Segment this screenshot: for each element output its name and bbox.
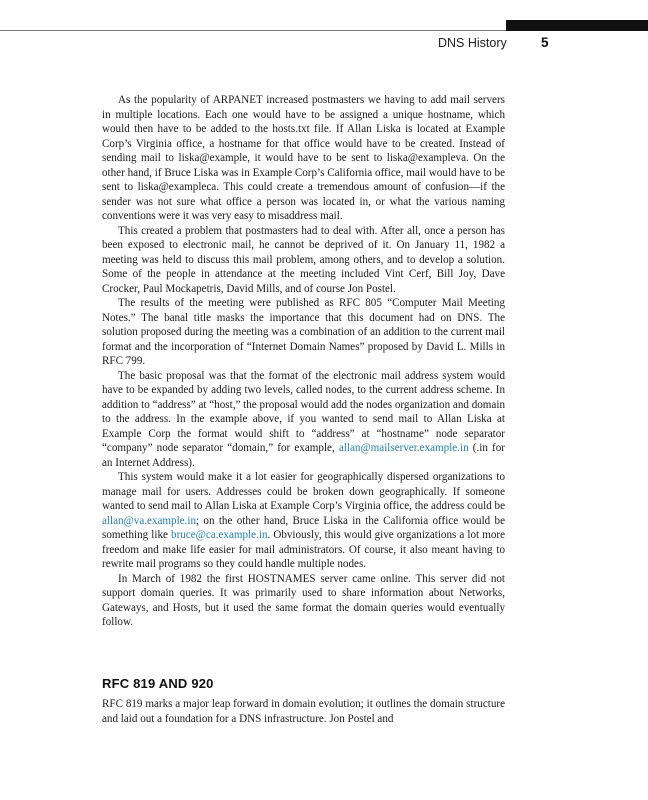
- paragraph-6: In March of 1982 the first HOSTNAMES server came online. This server did not support domain queries. It was primarily used to share information about Networks, Gateways, and Hosts, but it used the same format the domain queries would eventually follow.: [102, 572, 505, 628]
- section-heading: RFC 819 AND 920: [102, 676, 214, 691]
- email-link-mailserver[interactable]: allan@mailserver.example.in: [338, 442, 469, 454]
- paragraph-4: [102, 369, 505, 471]
- paragraph-4-text-a: The basic proposal was that the format of the electronic mail address system would have to be expanded by adding two levels, called nodes, to the current address scheme. In addition to “address” at “host,” the proposal would add the nodes organization and domain to the address. In the example above, if you wanted to send mail to Allan Liska at Example Corp the format would shift to “address” at “hostname” node separator “company” node separator “domain,” for example,: [102, 369, 505, 454]
- paragraph-4-text-b: (.in for an Internet Address).: [102, 442, 505, 469]
- paragraph-5-text-b: ; on the other hand, Bruce Liska in the California office would be something like: [102, 514, 505, 541]
- paragraph-3: The results of the meeting were published as RFC 805 “Computer Mail Meeting Notes.” The banal title masks the importance that this document had on DNS. The solution proposed during the meeting was a combination of an addition to the current mail format and the incorporation of “Internet Domain Names” proposed by David L. Mills in RFC 799.: [102, 297, 505, 367]
- paragraph-1: As the popularity of ARPANET increased postmasters we having to add mail servers in multiple locations. Each one would have to be assigned a unique hostname, which would then have to be added to the hosts.txt file. If Allan Liska is located at Example Corp’s Virginia office, a hostname for that office would have to be created. Instead of sending mail to liska@example, it would have to be sent to liska@exampleva. On the other hand, if Bruce Liska was in Example Corp’s California office, mail would have to be sent to liska@exampleca. This could create a tremendous amount of confusion—if the sender was not sure what office a person was located in, or what the various naming conventions were it was very easy to misaddress mail.: [102, 94, 505, 222]
- paragraph-5: [102, 470, 505, 572]
- running-title: DNS History: [438, 36, 507, 50]
- email-link-va[interactable]: allan@va.example.in: [102, 514, 196, 527]
- section-text: [102, 697, 505, 726]
- page-number: 5: [541, 35, 549, 50]
- running-head: [0, 36, 648, 52]
- body-text: [102, 93, 505, 630]
- paragraph-2: This created a problem that postmasters had to deal with. After all, once a person has been exposed to electronic mail, he cannot be deprived of it. On January 11, 1982 a meeting was held to discuss this mail problem, among others, and to develop a solution. Some of the people in attendance at the meeting included Vint Cerf, Bill Joy, Dave Crocker, Paul Mockapetris, David Mills, and of course Jon Postel.: [102, 224, 505, 295]
- header-bar: [506, 20, 648, 31]
- paragraph-5-text-c: . Obviously, this would give organizations a lot more freedom and make life easier for mail administrators. Of course, it also meant having to rewrite mail programs so they could handle multiple nodes.: [102, 529, 505, 570]
- email-link-ca[interactable]: bruce@ca.example.in: [171, 529, 268, 541]
- section-paragraph: RFC 819 marks a major leap forward in domain evolution; it outlines the domain structure and laid out a foundation for a DNS infrastructure. Jon Postel and: [102, 698, 505, 725]
- paragraph-5-text-a: This system would make it a lot easier for geographically dispersed organizations to manage mail for users. Addresses could be broken down geographically. If someone wanted to send mail to Allan Liska at Example Corp’s Virginia office, the address could be: [102, 471, 505, 512]
